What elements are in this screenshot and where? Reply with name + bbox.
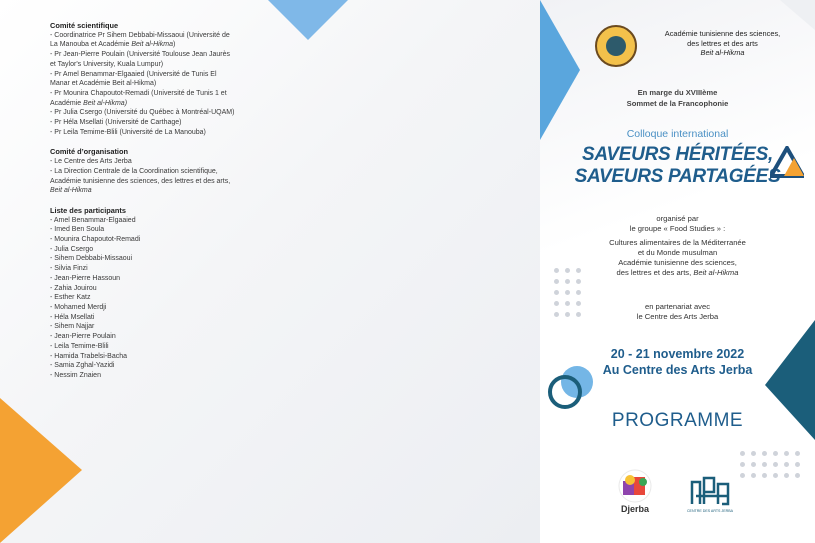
colloque-label: Colloque international xyxy=(626,128,729,140)
djerba-logo: Djerba xyxy=(613,468,657,524)
participant-item: - Leila Temime-Blili xyxy=(50,342,109,350)
list-item: La Manouba et Académie Beit al-Hikma) xyxy=(50,41,176,49)
participant-item: - Sihem Najjar xyxy=(50,323,95,331)
list-item: - Le Centre des Arts Jerba xyxy=(50,158,132,166)
participant-item: - Zahia Jouirou xyxy=(50,284,97,292)
triangle-logo-icon xyxy=(770,146,804,182)
event-date: 20 - 21 novembre 2022 xyxy=(610,347,745,361)
participants-list xyxy=(50,216,255,381)
participant-item: - Amel Benammar-Elgaaied xyxy=(50,216,136,224)
participant-item: - Samia Zghal-Yazidi xyxy=(50,362,115,370)
participant-item: - Mounira Chapoutot-Remadi xyxy=(50,236,141,244)
event-venue: Au Centre des Arts Jerba xyxy=(602,363,753,377)
participant-item: - Silvia Finzi xyxy=(50,265,88,273)
credits-block xyxy=(50,21,255,381)
group-text: Cultures alimentaires de la Méditerranée et du Monde musulman Académie tunisienne des sciences, des lettres et des arts, Beit al-Hikma xyxy=(609,238,746,277)
academy-name: Académie tunisienne des sciences, des lettres et des arts Beit al-Hikma xyxy=(664,29,781,57)
list-item: Académie Beit al-Hikma) xyxy=(50,99,128,107)
participant-item: - Mohamed Merdji xyxy=(50,303,107,311)
list-item: Académie tunisienne des sciences, des lettres et des arts, xyxy=(50,177,231,185)
participant-item: - Nessim Znaien xyxy=(50,371,101,379)
dot-grid-right xyxy=(740,451,800,478)
participant-item: - Jean-Pierre Poulain xyxy=(50,333,116,341)
participant-item: - Imed Ben Soula xyxy=(50,226,105,234)
centre-arts-logo: CENTRE DES ARTS JERBA xyxy=(688,474,732,518)
main-title: SAVEURS HÉRITÉES, SAVEURS PARTAGÉES xyxy=(574,144,781,187)
organise-text: organisé par le groupe « Food Studies » : xyxy=(629,214,726,233)
list-item: - Pr Amel Benammar-Elgaaied (Université de Tunis El xyxy=(50,70,217,78)
section-title-participants: Liste des participants xyxy=(50,205,126,215)
list-item: - Pr Jean-Pierre Poulain (Université Toulouse Jean Jaurès xyxy=(50,51,231,59)
orange-triangle-bottom-left xyxy=(0,398,82,543)
list-item: - Coordinatrice Pr Sihem Debbabi-Missaoui (Université de xyxy=(50,31,230,39)
participant-item: - Esther Katz xyxy=(50,294,91,302)
blue-triangle-top xyxy=(268,0,348,42)
participant-item: - Sihem Debbabi-Missaoui xyxy=(50,255,133,263)
list-item: - Pr Mounira Chapoutot-Remadi (Université de Tunis 1 et xyxy=(50,89,227,97)
programme-heading: PROGRAMME xyxy=(611,410,744,431)
participant-item: - Jean-Pierre Hassoun xyxy=(50,274,121,282)
list-item: - La Direction Centrale de la Coordination scientifique, xyxy=(50,167,218,175)
participant-item: - Héla Msellati xyxy=(50,313,95,321)
participant-item: - Julia Csergo xyxy=(50,245,94,253)
list-item: Beit al-Hikma xyxy=(50,187,92,195)
right-panel xyxy=(540,0,815,543)
participant-item: - Hamida Trabelsi-Bacha xyxy=(50,352,128,360)
section-title-comite-scientifique: Comité scientifique xyxy=(50,21,119,30)
partner-text: en partenariat avec le Centre des Arts Jerba xyxy=(636,302,719,321)
list-item: Manar et Académie Beit al-Hikma) xyxy=(50,80,157,88)
academy-seal-logo xyxy=(595,25,637,67)
marge-text: En marge du XVIIIème Sommet de la Francophonie xyxy=(626,88,729,108)
list-item: - Pr Julia Csergo (Université du Québec à Montréal-UQAM) xyxy=(50,109,235,117)
circles-decor xyxy=(544,362,596,412)
list-item: et Taylor's University, Kuala Lumpur) xyxy=(50,60,164,68)
list-item: - Pr Leila Temime-Blili (Université de La Manouba) xyxy=(50,128,206,136)
list-item: - Pr Héla Msellati (Université de Carthage) xyxy=(50,119,182,127)
section-title-comite-organisation: Comité d’organisation xyxy=(50,147,129,157)
left-edge-blue-triangle xyxy=(540,0,580,140)
